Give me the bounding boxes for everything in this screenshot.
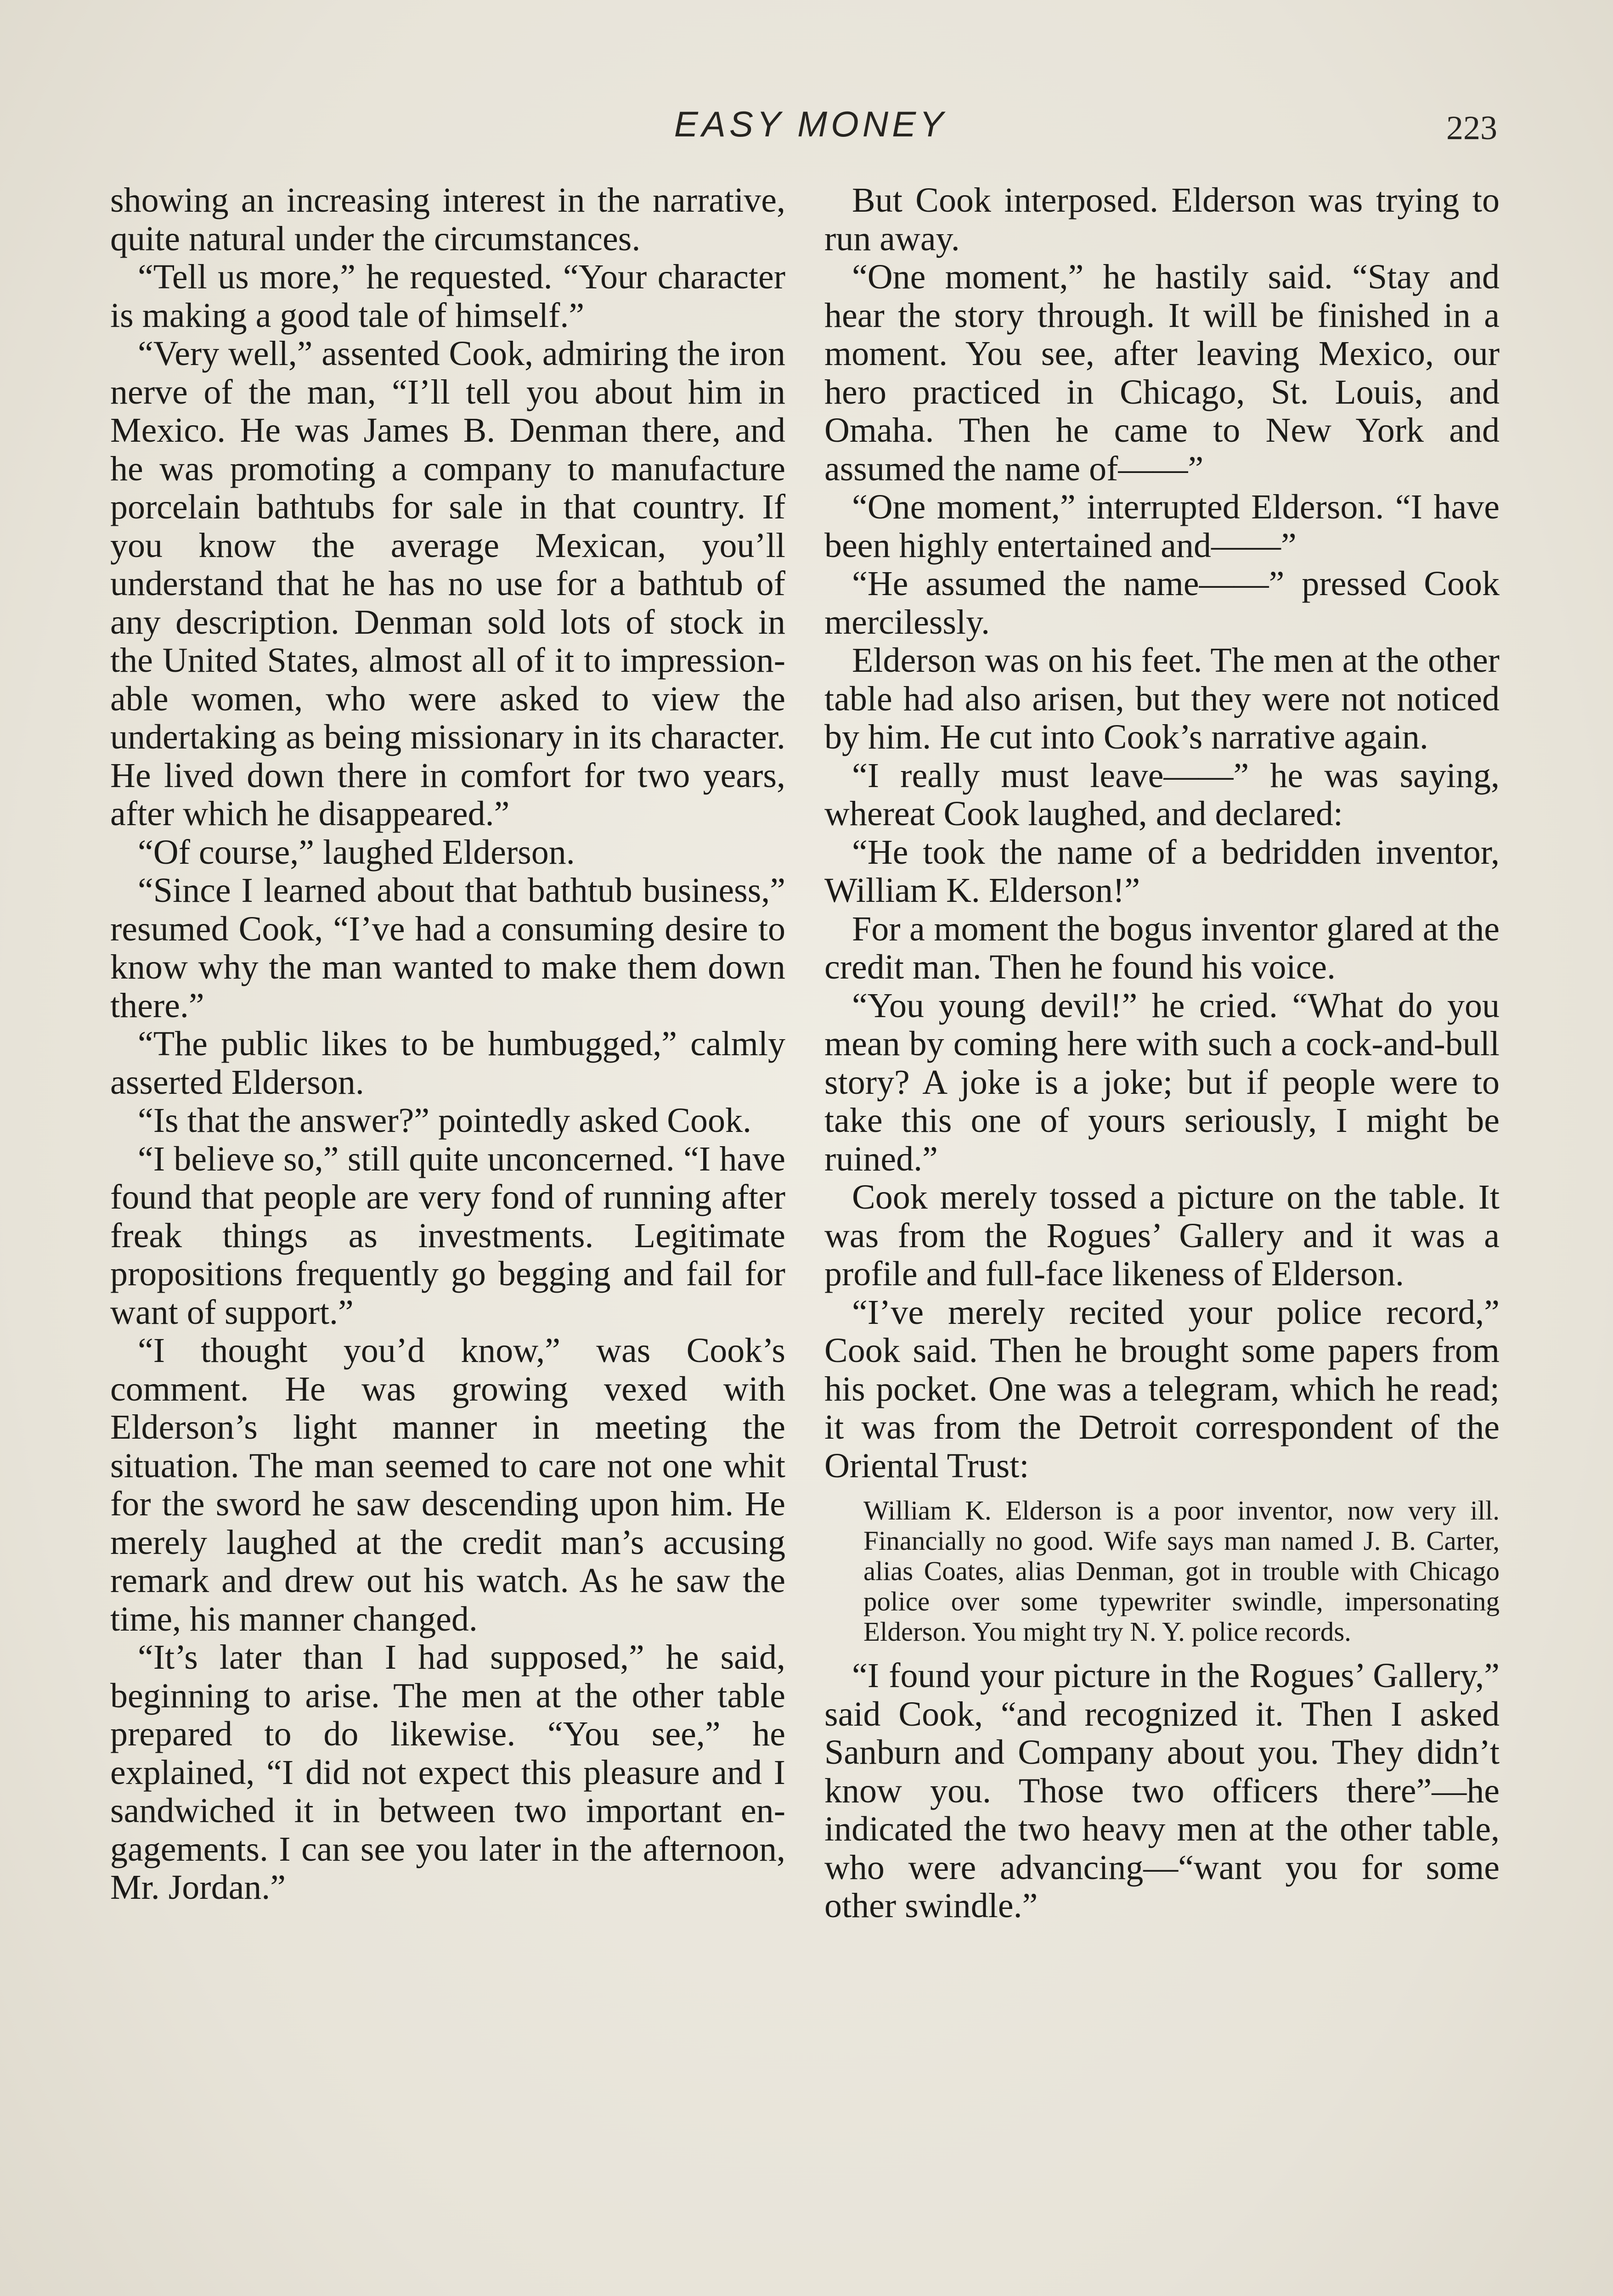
paragraph: “Very well,” assented Cook, admiring the iron nerve of the man, “I’ll tell you about him in Mexico. He was James B. Denman there, and he was promoting a company to manufacture porcelain bathtubs for sale in that country. If you know the average Mexican, you’ll understand that he has no use for a bathtub of any description. Denman sold lots of stock in the United States, almost all of it to impressionable women, who were asked to view the undertaking as being missionary in its character. He lived down there in comfort for two years, after which he disappeared.” — [110, 334, 785, 833]
telegram-quote — [824, 1495, 1500, 1647]
paragraph: showing an increasing interest in the narrative, quite natural under the circumstances. — [110, 181, 785, 258]
left-column — [110, 181, 785, 1907]
paragraph: “I’ve merely recited your police record,” Cook said. Then he brought some papers from his pocket. One was a telegram, which he read; it was from the Detroit correspondent of the Oriental Trust: — [824, 1293, 1500, 1485]
paragraph: “I really must leave——” he was saying, whereat Cook laughed, and declared: — [824, 756, 1500, 833]
paragraph: Cook merely tossed a picture on the table. It was from the Rogues’ Gallery and it was a profile and full-face likeness of Elderson. — [824, 1178, 1500, 1293]
paragraph: “Tell us more,” he requested. “Your character is making a good tale of himself.” — [110, 258, 785, 335]
page-number: 223 — [1446, 109, 1497, 147]
paragraph: “I thought you’d know,” was Cook’s comment. He was growing vexed with Elderson’s light manner in meeting the situation. The man seemed to care not one whit for the sword he saw descending upon him. He merely laughed at the credit man’s accusing remark and drew out his watch. As he saw the time, his manner changed. — [110, 1331, 785, 1638]
paragraph: Elderson was on his feet. The men at the other table had also arisen, but they were not noticed by him. He cut into Cook’s narrative again. — [824, 641, 1500, 756]
right-column — [824, 181, 1500, 1925]
paragraph: “You young devil!” he cried. “What do you mean by coming here with such a cock-and-bull story? A joke is a joke; but if people were to take this one of yours seriously, I might be ruined.” — [824, 986, 1500, 1178]
paragraph: “He assumed the name——” pressed Cook mercilessly. — [824, 564, 1500, 642]
paragraph: “He took the name of a bedridden inventor, William K. Elderson!” — [824, 833, 1500, 910]
paragraph: “One moment,” interrupted Elderson. “I have been highly entertained and——” — [824, 488, 1500, 565]
paragraph: “I found your picture in the Rogues’ Gallery,” said Cook, “and recognized it. Then I asked Sanburn and Company about you. They didn’t know you. Those two officers there”—he indicated the two heavy men at the other table, who were advancing—“want you for some other swindle.” — [824, 1656, 1500, 1925]
paragraph: “It’s later than I had supposed,” he said, beginning to arise. The men at the other table prepared to do likewise. “You see,” he explained, “I did not expect this pleasure and I sandwiched it in between two important engagements. I can see you later in the afternoon, Mr. Jordan.” — [110, 1638, 785, 1907]
paragraph: “Since I learned about that bathtub business,” resumed Cook, “I’ve had a consuming desire to know why the man wanted to make them down there.” — [110, 871, 785, 1025]
running-head — [110, 103, 1511, 154]
telegram-text: William K. Elderson is a poor inventor, now very ill. Financially no good. Wife says man named J. B. Carter, alias Coates, alias Denman, got in trouble with Chicago police over some typewriter swindle, impersonating Elderson. You might try N. Y. police records. — [863, 1495, 1500, 1647]
running-title: EASY MONEY — [674, 104, 947, 144]
paragraph: But Cook interposed. Elderson was trying to run away. — [824, 181, 1500, 258]
paragraph: “One moment,” he hastily said. “Stay and hear the story through. It will be finished in a moment. You see, after leaving Mexico, our hero practiced in Chicago, St. Louis, and Omaha. Then he came to New York and assumed the name of——” — [824, 258, 1500, 488]
paragraph: “I believe so,” still quite unconcerned. “I have found that people are very fond of running after freak things as investments. Legitimate propositions frequently go begging and fail for want of support.” — [110, 1139, 785, 1332]
paragraph: “Of course,” laughed Elderson. — [138, 833, 575, 872]
paragraph: For a moment the bogus inventor glared at the credit man. Then he found his voice. — [824, 909, 1500, 986]
paragraph: “Is that the answer?” pointedly asked Cook. — [138, 1101, 751, 1140]
paragraph: “The public likes to be humbugged,” calmly asserted Elderson. — [110, 1024, 785, 1102]
